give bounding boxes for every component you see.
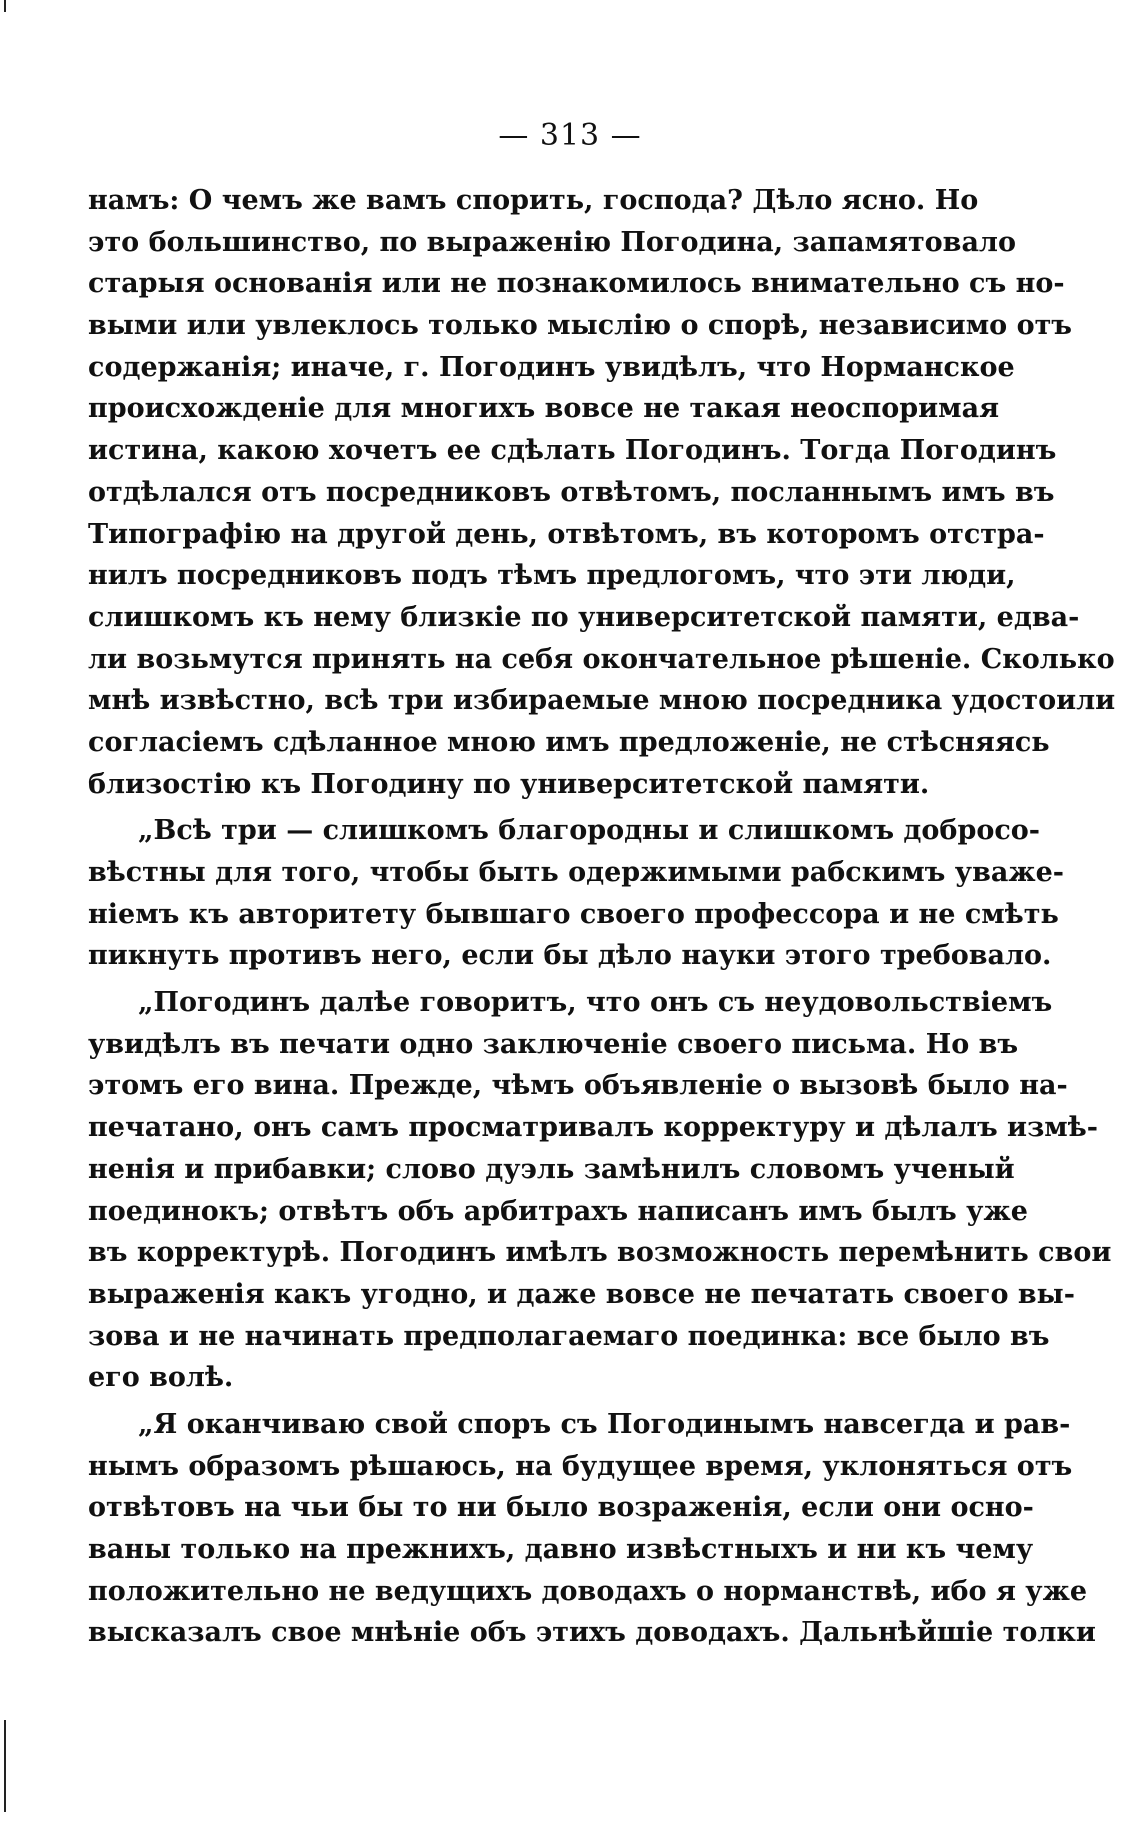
text-line: старыя основанія или не познакомилось внимательно съ но- xyxy=(88,268,1065,300)
text-line: истина, какою хочетъ ее сдѣлать Погодинъ. Тогда Погодинъ xyxy=(88,435,1057,467)
paragraph xyxy=(88,180,1116,805)
text-line: слишкомъ къ нему близкіе по университетской памяти, едва- xyxy=(88,601,1080,633)
text-line: ненія и прибавки; слово дуэль замѣнилъ словомъ ученый xyxy=(88,1153,1015,1185)
page-number: — 313 — xyxy=(498,118,642,153)
text-line: положительно не ведущихъ доводахъ о норманствѣ, ибо я уже xyxy=(88,1575,1088,1607)
text-line: близостію къ Погодину по университетской памяти. xyxy=(88,768,930,800)
text-line: „Погодинъ далѣе говоритъ, что онъ съ неудовольствіемъ xyxy=(138,987,1053,1019)
scan-edge-left xyxy=(4,1720,6,1812)
text-line: ваны только на прежнихъ, давно извѣстныхъ и ни къ чему xyxy=(88,1534,1034,1565)
text-line: печатано, онъ самъ просматривалъ корректуру и дѣлалъ измѣ- xyxy=(88,1112,1098,1144)
text-line: увидѣлъ въ печати одно заключеніе своего письма. Но въ xyxy=(88,1028,1019,1060)
text-line: этомъ его вина. Прежде, чѣмъ объявленіе о вызовѣ было на- xyxy=(88,1070,1068,1102)
text-line: вѣстны для того, чтобы быть одержимыми рабскимъ уваже- xyxy=(88,857,1064,888)
text-line: „Всѣ три — слишкомъ благородны и слишкомъ добросо- xyxy=(138,815,1040,847)
paragraph xyxy=(88,810,1064,977)
paragraph xyxy=(88,1404,1096,1654)
text-line: „Я оканчиваю свой споръ съ Погодинымъ навсегда и рав- xyxy=(138,1408,1071,1440)
text-line: происхожденіе для многихъ вовсе не такая неоспоримая xyxy=(88,393,1000,425)
text-line: отвѣтовъ на чьи бы то ни было возраженія, если они осно- xyxy=(88,1492,1034,1524)
text-line: его волѣ. xyxy=(88,1362,234,1394)
text-line: въ корректурѣ. Погодинъ имѣлъ возможность перемѣнить свои xyxy=(88,1237,1112,1269)
text-line: выраженія какъ угодно, и даже вовсе не печатать своего вы- xyxy=(88,1278,1075,1310)
body-text xyxy=(88,180,1116,1654)
text-line: выми или увлеклось только мыслію о спорѣ, независимо отъ xyxy=(88,310,1073,342)
text-line: отдѣлался отъ посредниковъ отвѣтомъ, посланнымъ имъ въ xyxy=(88,476,1055,508)
text-line: поединокъ; отвѣтъ объ арбитрахъ написанъ имъ былъ уже xyxy=(88,1195,1028,1227)
text-line: ніемъ къ авторитету бывшаго своего профессора и не смѣть xyxy=(88,898,1059,930)
text-line: намъ: О чемъ же вамъ спорить, господа? Дѣло ясно. Но xyxy=(88,185,979,216)
text-line: нымъ образомъ рѣшаюсь, на будущее время, уклоняться отъ xyxy=(88,1450,1073,1482)
text-line: это большинство, по выраженію Погодина, запамятовало xyxy=(88,226,1016,258)
text-line: согласіемъ сдѣланное мною имъ предложеніе, не стѣсняясь xyxy=(88,726,1050,758)
text-line: нилъ посредниковъ подъ тѣмъ предлогомъ, что эти люди, xyxy=(88,560,1016,592)
text-line: высказалъ свое мнѣніе объ этихъ доводахъ. Дальнѣйшіе толки xyxy=(88,1617,1096,1649)
text-line: содержанія; иначе, г. Погодинъ увидѣлъ, что Норманское xyxy=(88,351,1015,383)
text-line: Типографію на другой день, отвѣтомъ, въ которомъ отстра- xyxy=(88,518,1045,550)
text-line: ли возьмутся принять на себя окончательное рѣшеніе. Сколько xyxy=(88,643,1115,675)
scan-edge-top-left xyxy=(4,0,6,12)
text-line: зова и не начинать предполагаемаго поединка: все было въ xyxy=(88,1320,1050,1352)
paragraph xyxy=(88,982,1112,1399)
text-line: пикнуть противъ него, если бы дѣло науки этого требовало. xyxy=(88,940,1052,972)
text-line: мнѣ извѣстно, всѣ три избираемые мною посредника удостоили xyxy=(88,685,1116,717)
